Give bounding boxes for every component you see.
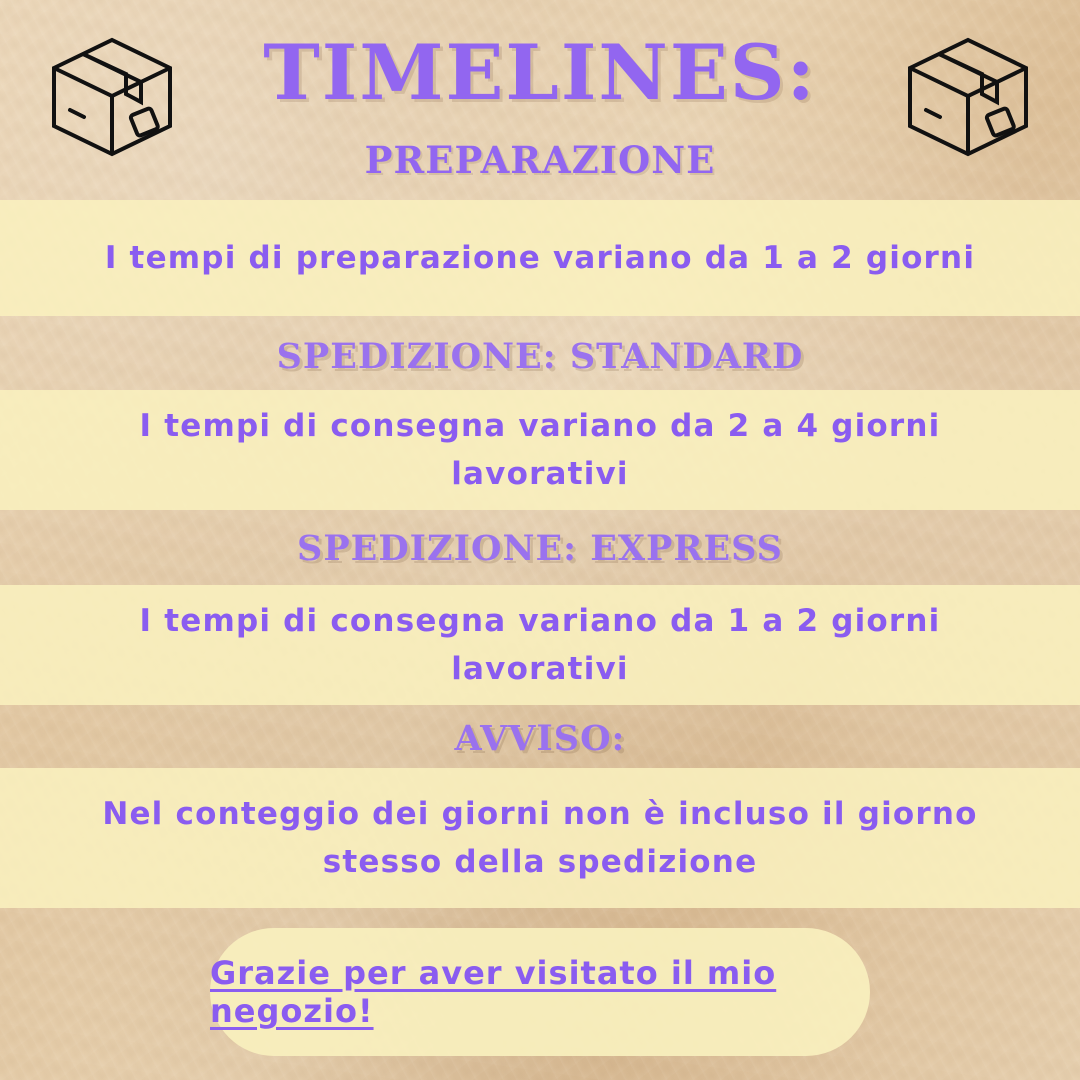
section-heading-spedizione-express: SPEDIZIONE: EXPRESS (297, 528, 783, 569)
section-spedizione-express-band (0, 585, 1080, 705)
section-preparazione-text: I tempi di preparazione variano da 1 a 2 giorni (104, 239, 976, 276)
thanks-pill (210, 928, 870, 1056)
section-avviso-band (0, 768, 1080, 908)
page-title: TIMELINES: (263, 28, 817, 117)
section-preparazione-band (0, 200, 1080, 316)
page-subtitle: PREPARAZIONE (364, 138, 716, 182)
section-avviso-text: Nel conteggio dei giorni non è incluso il giorno stesso della spedizione (102, 795, 978, 880)
poster-header (0, 0, 1080, 200)
section-heading-avviso: AVVISO: (454, 718, 626, 759)
thanks-text: Grazie per aver visitato il mio negozio! (210, 954, 777, 1030)
section-spedizione-standard-text: I tempi di consegna variano da 2 a 4 giorni lavorativi (139, 407, 941, 492)
section-heading-spedizione-standard: SPEDIZIONE: STANDARD (276, 336, 804, 377)
section-spedizione-standard-band (0, 390, 1080, 510)
section-spedizione-express-text: I tempi di consegna variano da 1 a 2 giorni lavorativi (139, 602, 941, 687)
